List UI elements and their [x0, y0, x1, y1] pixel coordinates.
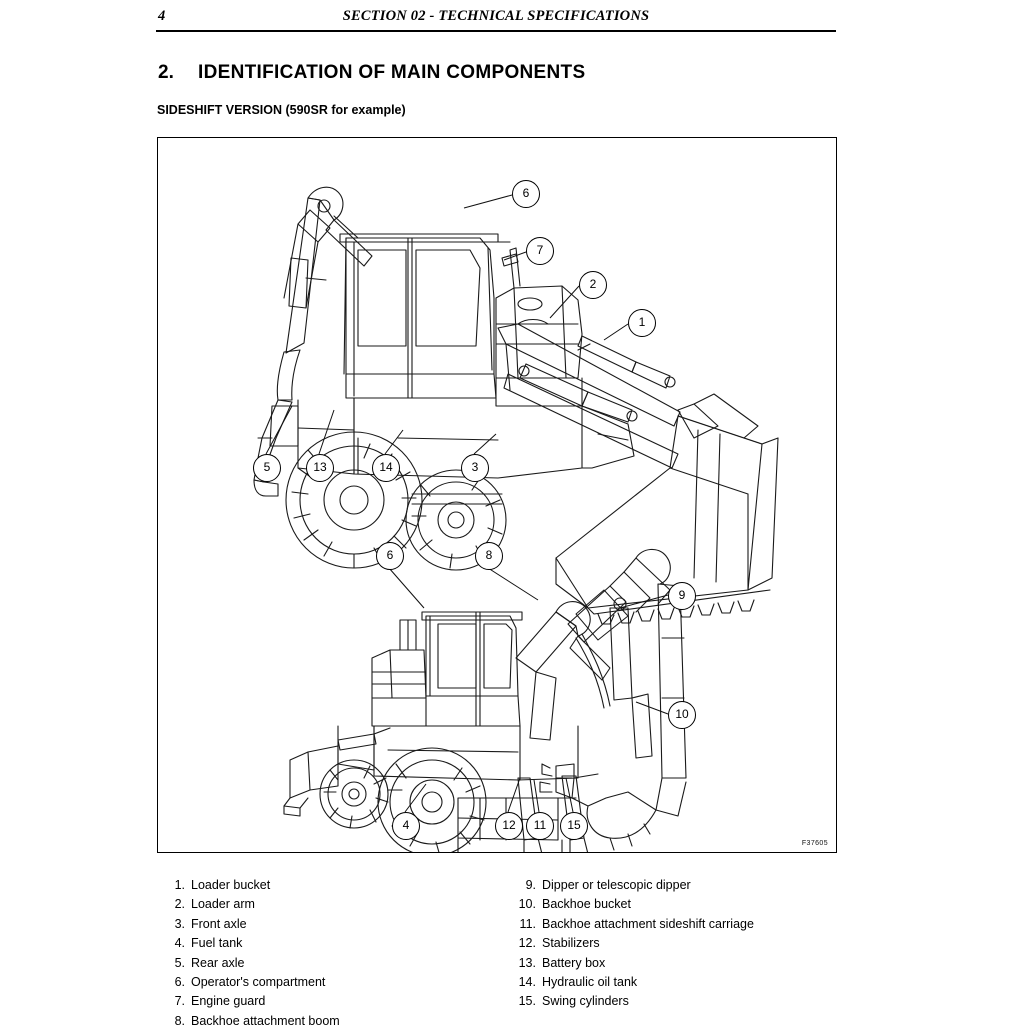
callout-14-top: 14 [372, 454, 400, 482]
legend-label: Loader bucket [191, 878, 271, 892]
callout-4-bottom: 4 [392, 812, 420, 840]
legend-number: 11. [519, 916, 536, 931]
callout-1-top: 1 [628, 309, 656, 337]
legend-label: Backhoe attachment boom [191, 1013, 340, 1028]
legend-column-right [512, 878, 842, 1014]
list-item [161, 975, 491, 994]
section-number: 2. [158, 62, 174, 83]
section-subtitle: SIDESHIFT VERSION (590SR for example) [157, 103, 406, 117]
legend-number: 15. [518, 994, 536, 1009]
callout-3-top: 3 [461, 454, 489, 482]
list-item [161, 936, 491, 955]
callout-6-bottom: 6 [376, 542, 404, 570]
legend-label: Backhoe bucket [542, 897, 631, 912]
legend-label: Front axle [191, 916, 247, 931]
page-title: IDENTIFICATION OF MAIN COMPONENTS [198, 62, 586, 83]
legend-number: 1. [174, 878, 185, 892]
legend-number: 12. [518, 936, 536, 951]
legend-label: Backhoe attachment sideshift carriage [542, 916, 754, 931]
page-header [156, 6, 836, 32]
callout-2-top: 2 [579, 271, 607, 299]
list-item [512, 917, 842, 936]
callout-8-bottom: 8 [475, 542, 503, 570]
legend-number: 8. [174, 1013, 185, 1028]
legend-label: Swing cylinders [542, 994, 629, 1009]
list-item [512, 936, 842, 955]
backhoe-loader-illustration [158, 138, 836, 852]
legend-label: Dipper or telescopic dipper [542, 878, 691, 892]
legend-label: Battery box [542, 955, 606, 970]
legend-number: 2. [174, 897, 185, 912]
figure-panel [157, 137, 837, 853]
list-item [161, 994, 491, 1013]
legend-number: 14. [518, 974, 536, 989]
legend-number: 5. [174, 955, 185, 970]
legend-number: 9. [525, 878, 536, 892]
callout-12-bottom: 12 [495, 812, 523, 840]
list-item [512, 956, 842, 975]
callout-5-top: 5 [253, 454, 281, 482]
legend-number: 10. [518, 897, 536, 912]
figure-code: F37605 [801, 840, 828, 847]
legend-label: Hydraulic oil tank [542, 974, 638, 989]
legend-column-left [161, 878, 491, 1033]
legend-number: 4. [174, 936, 185, 951]
legend-label: Stabilizers [542, 936, 600, 951]
callout-6-top: 6 [512, 180, 540, 208]
list-item [161, 878, 491, 897]
legend-label: Operator's compartment [191, 974, 326, 989]
legend-number: 6. [174, 974, 185, 989]
callout-9-bottom: 9 [668, 582, 696, 610]
legend-label: Loader arm [191, 897, 255, 912]
header-title: SECTION 02 - TECHNICAL SPECIFICATIONS [342, 8, 650, 24]
list-item [161, 897, 491, 916]
callout-7-top: 7 [526, 237, 554, 265]
callout-13-top: 13 [306, 454, 334, 482]
list-item [161, 1014, 491, 1033]
list-item [512, 994, 842, 1013]
list-item [512, 878, 842, 897]
callout-15-bottom: 15 [560, 812, 588, 840]
callout-10-bottom: 10 [668, 701, 696, 729]
legend-number: 3. [174, 916, 185, 931]
legend-label: Engine guard [191, 994, 266, 1009]
list-item [161, 956, 491, 975]
legend-label: Fuel tank [191, 936, 243, 951]
list-item [512, 975, 842, 994]
header-divider [156, 30, 836, 32]
page-number: 4 [158, 8, 166, 24]
legend-number: 13. [518, 955, 536, 970]
component-legend [157, 878, 837, 1028]
legend-label: Rear axle [191, 955, 245, 970]
callout-11-bottom: 11 [526, 812, 554, 840]
legend-number: 7. [174, 994, 185, 1009]
list-item [161, 917, 491, 936]
list-item [512, 897, 842, 916]
